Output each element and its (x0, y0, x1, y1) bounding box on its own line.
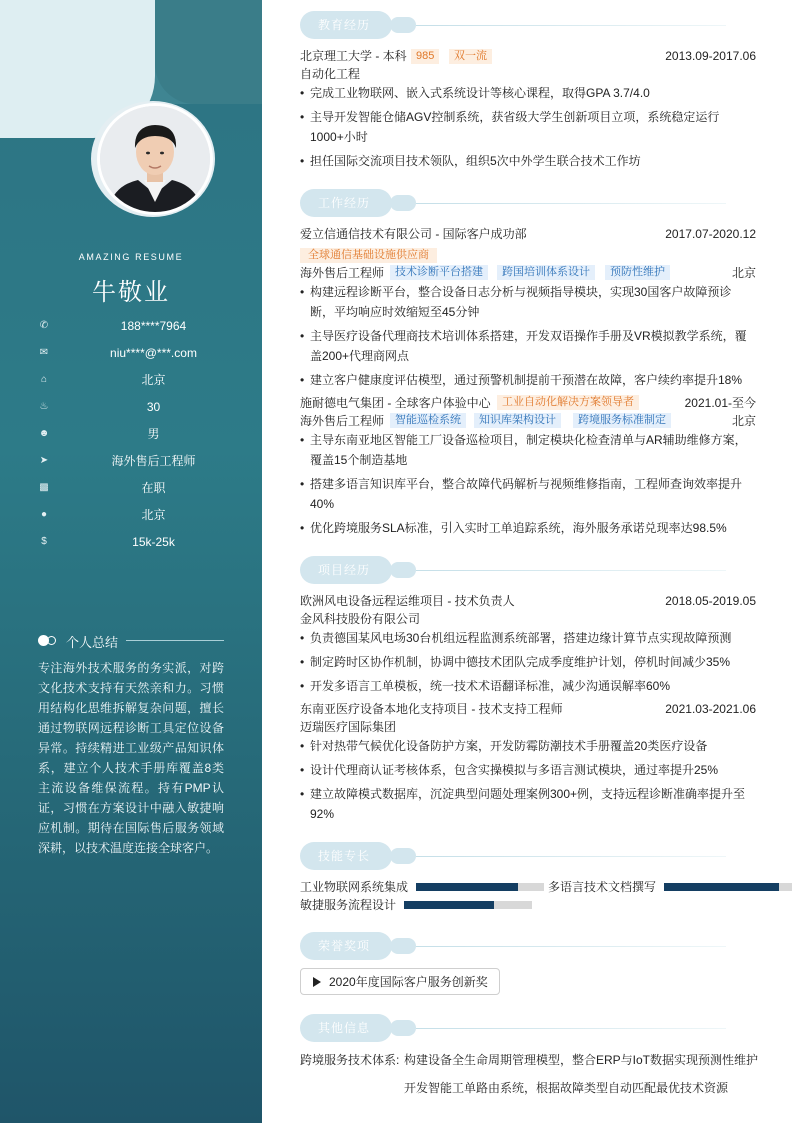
skill-name: 敏捷服务流程设计 (300, 898, 397, 912)
info-position (0, 453, 262, 473)
project-org: 迈瑞医疗国际集团 (300, 720, 397, 734)
location-text: 北京 (141, 508, 166, 522)
skill-tag: 跨国培训体系设计 (497, 265, 595, 280)
bullet-text: 主导开发智能仓储AGV控制系统，获省级大学生创新项目立项，系统稳定运行1000+小时 (310, 110, 720, 144)
section-title: 荣誉奖项 (318, 939, 371, 953)
bullet-text: 建立客户健康度评估模型，通过预警机制提前干预潜在故障，客户续约率提升18% (310, 373, 743, 387)
list-item: • 主导东南亚地区智能工厂设备巡检项目，制定模块化检查清单与AR辅助维修方案，覆盖15个制造基地 (300, 430, 752, 470)
section-header-other (300, 1014, 730, 1042)
list-item: • 主导医疗设备代理商技术培训体系搭建，开发双语操作手册及VR模拟教学系统，覆盖200+代理商网点 (300, 326, 752, 366)
skill-tag: 技术诊断平台搭建 (390, 265, 488, 280)
portrait-image (100, 106, 210, 212)
work-city: 北京 (731, 414, 756, 428)
list-item: • 负责德国某风电场30台机组远程监测系统部署，搭建边缘计算节点实现故障预测 (300, 628, 752, 648)
section-knob (390, 195, 416, 211)
section-line (416, 946, 726, 947)
list-item: • 担任国际交流项目技术领队，组织5次中外学生联合技术工作坊 (300, 151, 752, 171)
cake-icon: ♨ (39, 401, 49, 412)
list-item: • 建立故障模式数据库，沉淀典型问题处理案例300+例，支持远程诊断准确率提升至92% (300, 784, 752, 824)
section-line (416, 856, 726, 857)
list-item: • 针对热带气候优化设备防护方案，开发防霉防潮技术手册覆盖20类医疗设备 (300, 736, 752, 756)
info-email (0, 345, 262, 365)
education-date: 2013.09-2017.06 (665, 49, 756, 63)
salary-text: 15k-25k (132, 535, 175, 549)
tag-badge: 双一流 (449, 49, 492, 64)
skill-tag: 预防性维护 (605, 265, 670, 280)
list-item: • 设计代理商认证考核体系，包含实操模拟与多语言测试模块，通过率提升25% (300, 760, 752, 780)
list-item: • 制定跨时区协作机制，协调中德技术团队完成季度维护计划，停机时间减少35% (300, 652, 752, 672)
other-line: 开发智能工单路由系统，根据故障类型自动匹配最优技术资源 (404, 1081, 729, 1095)
gender-text: 男 (147, 427, 160, 441)
section-title: 工作经历 (318, 196, 371, 210)
bullet-text: 开发多语言工单模板，统一技术术语翻译标准，减少沟通误解率60% (310, 679, 671, 693)
bullet-text: 主导东南亚地区智能工厂设备巡检项目，制定模块化检查清单与AR辅助维修方案，覆盖15个制造基地 (310, 433, 747, 467)
bullet-text: 建立故障模式数据库，沉淀典型问题处理案例300+例，支持远程诊断准确率提升至92% (310, 787, 746, 821)
work-date: 2017.07-2020.12 (665, 227, 756, 241)
section-header-projects (300, 556, 730, 584)
bullet-text: 设计代理商认证考核体系，包含实操模拟与多语言测试模块，通过率提升25% (310, 763, 719, 777)
mail-icon: ✉ (39, 347, 49, 358)
section-title: 其他信息 (318, 1021, 371, 1035)
section-knob (390, 938, 416, 954)
tag-badge: 985 (411, 49, 439, 64)
bullet-text: 完成工业物联网、嵌入式系统设计等核心课程，取得GPA 3.7/4.0 (310, 86, 650, 100)
position-text: 海外售后工程师 (111, 454, 196, 468)
bullet-text: 针对热带气候优化设备防护方案，开发防霉防潮技术手册覆盖20类医疗设备 (310, 739, 708, 753)
list-item: • 构建远程诊断平台，整合设备日志分析与视频指导模块，实现30国客户故障预诊断，平均响应时效缩短至45分钟 (300, 282, 752, 322)
salary-icon: $ (41, 536, 47, 547)
section-line (416, 1028, 726, 1029)
section-header-skills (300, 842, 730, 870)
summary-text: 专注海外技术服务的务实派，对跨文化技术支持有天然亲和力。习惯用结构化思维拆解复杂问题，擅长通过物联网远程诊断工具定位设备异常。持续精进工业级产品知识体系，建立个人技术手册库覆盖8类主流设备维保流程。持有PMP认证，习惯在方案设计中融入敏捷响应机制。期待在国际售后服务领域深耕，以技术温度连接全球客户。 (38, 661, 224, 855)
section-knob (390, 1020, 416, 1036)
section-header-work (300, 189, 730, 217)
company-tag: 全球通信基础设施供应商 (300, 248, 437, 263)
bullet-text: 优化跨境服务SLA标准，引入实时工单追踪系统，海外服务承诺兑现率达98.5% (310, 521, 727, 535)
summary-ring-icon (47, 636, 56, 645)
bullet-text: 负责德国某风电场30台机组远程监测系统部署，搭建边缘计算节点实现故障预测 (310, 631, 732, 645)
location-icon: ● (40, 509, 48, 520)
other-label: 跨境服务技术体系: (300, 1053, 400, 1067)
list-item: • 开发多语言工单模板，统一技术术语翻译标准，减少沟通误解率60% (300, 676, 752, 696)
project-date: 2018.05-2019.05 (665, 594, 756, 608)
avatar (97, 103, 213, 215)
skill-name: 工业物联网系统集成 (300, 880, 409, 894)
summary-header (38, 632, 224, 650)
phone-text: 188****7964 (120, 319, 187, 333)
list-item: • 建立客户健康度评估模型，通过预警机制提前干预潜在故障，客户续约率提升18% (300, 370, 752, 390)
project-title: 欧洲风电设备远程运维项目 - 技术负责人 (300, 594, 515, 608)
section-line (416, 203, 726, 204)
skill-tag: 智能巡检系统 (390, 413, 466, 428)
info-home (0, 372, 262, 392)
home-icon: ⌂ (40, 374, 48, 385)
list-item: • 主导开发智能仓储AGV控制系统，获省级大学生创新项目立项，系统稳定运行1000+小时 (300, 107, 752, 147)
sidebar (0, 0, 262, 1123)
info-salary (0, 534, 262, 554)
company-name: 施耐德电气集团 - 全球客户体验中心 (300, 396, 491, 410)
section-header-education (300, 11, 730, 39)
list-item: • 搭建多语言知识库平台，整合故障代码解析与视频维修指南，工程师查询效率提升40% (300, 474, 752, 514)
bullet-text: 主导医疗设备代理商技术培训体系搭建，开发双语操作手册及VR模拟教学系统，覆盖200+代理商网点 (310, 329, 747, 363)
list-item: • 优化跨境服务SLA标准，引入实时工单追踪系统，海外服务承诺兑现率达98.5% (300, 518, 752, 538)
award-text: 2020年度国际客户服务创新奖 (329, 975, 488, 989)
skill-bar-fill (664, 883, 779, 891)
project-org: 金风科技股份有限公司 (300, 612, 421, 626)
skill-bar-fill (416, 883, 518, 891)
info-gender (0, 426, 262, 446)
section-knob (390, 848, 416, 864)
section-title: 项目经历 (318, 563, 371, 577)
play-icon (313, 977, 321, 987)
bullet-text: 构建远程诊断平台，整合设备日志分析与视频指导模块，实现30国客户故障预诊断，平均响应时效缩短至45分钟 (310, 285, 732, 319)
company-name: 爱立信通信技术有限公司 - 国际客户成功部 (300, 227, 527, 241)
section-knob (390, 17, 416, 33)
bullet-text: 搭建多语言知识库平台，整合故障代码解析与视频维修指南，工程师查询效率提升40% (310, 477, 743, 511)
section-title: 教育经历 (318, 18, 371, 32)
sidebar-decoration (155, 0, 262, 104)
skill-bar (664, 883, 792, 891)
info-phone (0, 318, 262, 338)
award-item (300, 968, 500, 995)
resume-tagline: AMAZING RESUME (78, 252, 184, 262)
age-text: 30 (146, 400, 161, 414)
phone-icon: ✆ (39, 320, 49, 331)
info-age (0, 399, 262, 419)
skill-bar (416, 883, 544, 891)
section-line (416, 570, 726, 571)
status-text: 在职 (141, 481, 166, 495)
education-major: 自动化工程 (300, 67, 361, 81)
company-tag: 工业自动化解决方案领导者 (497, 395, 639, 410)
bullet-text: 制定跨时区协作机制，协调中德技术团队完成季度维护计划，停机时间减少35% (310, 655, 731, 669)
gender-icon: ☻ (38, 428, 50, 439)
summary-title: 个人总结 (66, 635, 119, 650)
summary-divider (126, 640, 224, 641)
section-title: 技能专长 (318, 849, 371, 863)
project-title: 东南亚医疗设备本地化支持项目 - 技术支持工程师 (300, 702, 563, 716)
info-location (0, 507, 262, 527)
skill-tag: 知识库架构设计 (474, 413, 561, 428)
skill-tag: 跨境服务标准制定 (573, 413, 671, 428)
briefcase-icon: ▩ (39, 482, 49, 493)
send-icon: ➤ (39, 455, 49, 466)
home-city-text: 北京 (141, 373, 166, 387)
work-date: 2021.01-至今 (684, 396, 756, 410)
skill-bar (404, 901, 532, 909)
school-name: 北京理工大学 - 本科 (300, 49, 407, 63)
section-line (416, 25, 726, 26)
list-item: • 完成工业物联网、嵌入式系统设计等核心课程，取得GPA 3.7/4.0 (300, 83, 752, 103)
info-status (0, 480, 262, 500)
work-city: 北京 (731, 266, 756, 280)
candidate-name: 牛敬业 (92, 279, 170, 306)
skill-bar-fill (404, 901, 494, 909)
job-role: 海外售后工程师 (300, 266, 385, 280)
email-text: niu****@***.com (110, 346, 197, 360)
project-date: 2021.03-2021.06 (665, 702, 756, 716)
bullet-text: 担任国际交流项目技术领队，组织5次中外学生联合技术工作坊 (310, 154, 641, 168)
skill-name: 多语言技术文档撰写 (548, 880, 657, 894)
job-role: 海外售后工程师 (300, 414, 385, 428)
other-line: 构建设备全生命周期管理模型，整合ERP与IoT数据实现预测性维护 (404, 1053, 759, 1067)
section-knob (390, 562, 416, 578)
section-header-awards (300, 932, 730, 960)
